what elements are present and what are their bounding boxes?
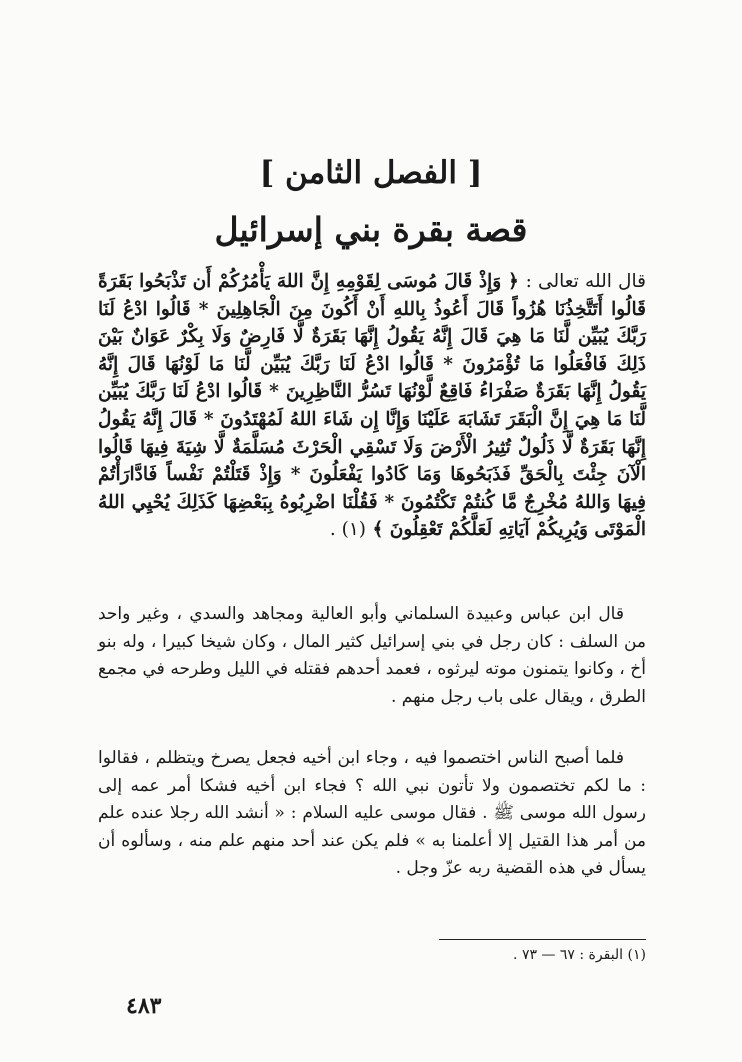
body-paragraph-1: قال ابن عباس وعبيدة السلماني وأبو العالية ومجاهد والسدي ، وغير واحد من السلف : كان رجل في بني إسرائيل كثير المال ، وكان شيخا كبيرا ، وله بنو أخ ، وكانوا يتمنون موته ليرثوه ، فعمد أحدهم فقتله في الليل وطرحه في مجمع الطرق ، ويقال على باب رجل منهم .: [98, 604, 646, 707]
quran-quote: [98, 268, 646, 544]
quote-intro: قال الله تعالى :: [525, 271, 646, 292]
footnote-divider: [439, 939, 646, 940]
footnote: (١) البقرة : ٦٧ — ٧٣ .: [513, 947, 646, 963]
quran-verses: ﴿ وَإِذْ قَالَ مُوسَى لِقَوْمِهِ إِنَّ اللهَ يَأْمُرُكُمْ أَن تَذْبَحُوا بَقَرَةً قَالُوا أَتَتَّخِذُنَا هُزُواً قَالَ أَعُوذُ بِاللهِ أَنْ أَكُونَ مِنَ الْجَاهِلِينَ * قَالُوا ادْعُ لَنَا رَبَّكَ يُبَيِّن لَّنَا مَا هِيَ قَالَ إِنَّهُ يَقُولُ إِنَّهَا بَقَرَةٌ لَّا فَارِضٌ وَلَا بِكْرٌ عَوَانٌ بَيْنَ ذَلِكَ فَافْعَلُوا مَا تُؤْمَرُونَ * قَالُوا ادْعُ لَنَا رَبَّكَ يُبَيِّن لَّنَا مَا لَوْنُهَا قَالَ إِنَّهُ يَقُولُ إِنَّهَا بَقَرَةٌ صَفْرَاءُ فَاقِعٌ لَّوْنُهَا تَسُرُّ النَّاظِرِينَ * قَالُوا ادْعُ لَنَا رَبَّكَ يُبَيِّن لَّنَا مَا هِيَ إِنَّ الْبَقَرَ تَشَابَهَ عَلَيْنَا وَإِنَّا إِن شَاءَ اللهُ لَمُهْتَدُونَ * قَالَ إِنَّهُ يَقُولُ إِنَّهَا بَقَرَةٌ لَّا ذَلُولٌ تُثِيرُ الْأَرْضَ وَلَا تَسْقِي الْحَرْثَ مُسَلَّمَةٌ لَّا شِيَةَ فِيهَا قَالُوا الْآنَ جِئْتَ بِالْحَقِّ فَذَبَحُوهَا وَمَا كَادُوا يَفْعَلُونَ * وَإِذْ قَتَلْتُمْ نَفْساً فَادَّارَأْتُمْ فِيهَا وَاللهُ مُخْرِجٌ مَّا كُنتُمْ تَكْتُمُونَ * فَقُلْنَا اضْرِبُوهُ بِبَعْضِهَا كَذَلِكَ يُحْيِي اللهُ الْمَوْتَى وَيُرِيكُمْ آيَاتِهِ لَعَلَّكُمْ تَعْقِلُونَ ﴾: [98, 271, 646, 541]
footnote-marker: (١) .: [329, 519, 367, 541]
page-number: ٤٨٣: [126, 993, 162, 1019]
chapter-heading: [ الفصل الثامن ]: [259, 155, 483, 191]
body-paragraph-2: فلما أصبح الناس اختصموا فيه ، وجاء ابن أخيه فجعل يصرخ ويتظلم ، فقالوا : ما لكم تختصمون ولا تأتون نبي الله ؟ فجاء ابن أخيه فشكا أمر عمه إلى رسول الله موسى ﷺ . فقال موسى عليه السلام : « أنشد الله رجلا عنده علم من أمر هذا القتيل إلا أعلمنا به » فلم يكن عند أحد منهم علم منه ، وسألوه أن يسأل في هذه القضية ربه عزّ وجل .: [98, 748, 646, 878]
story-title: قصة بقرة بني إسرائيل: [214, 210, 528, 249]
